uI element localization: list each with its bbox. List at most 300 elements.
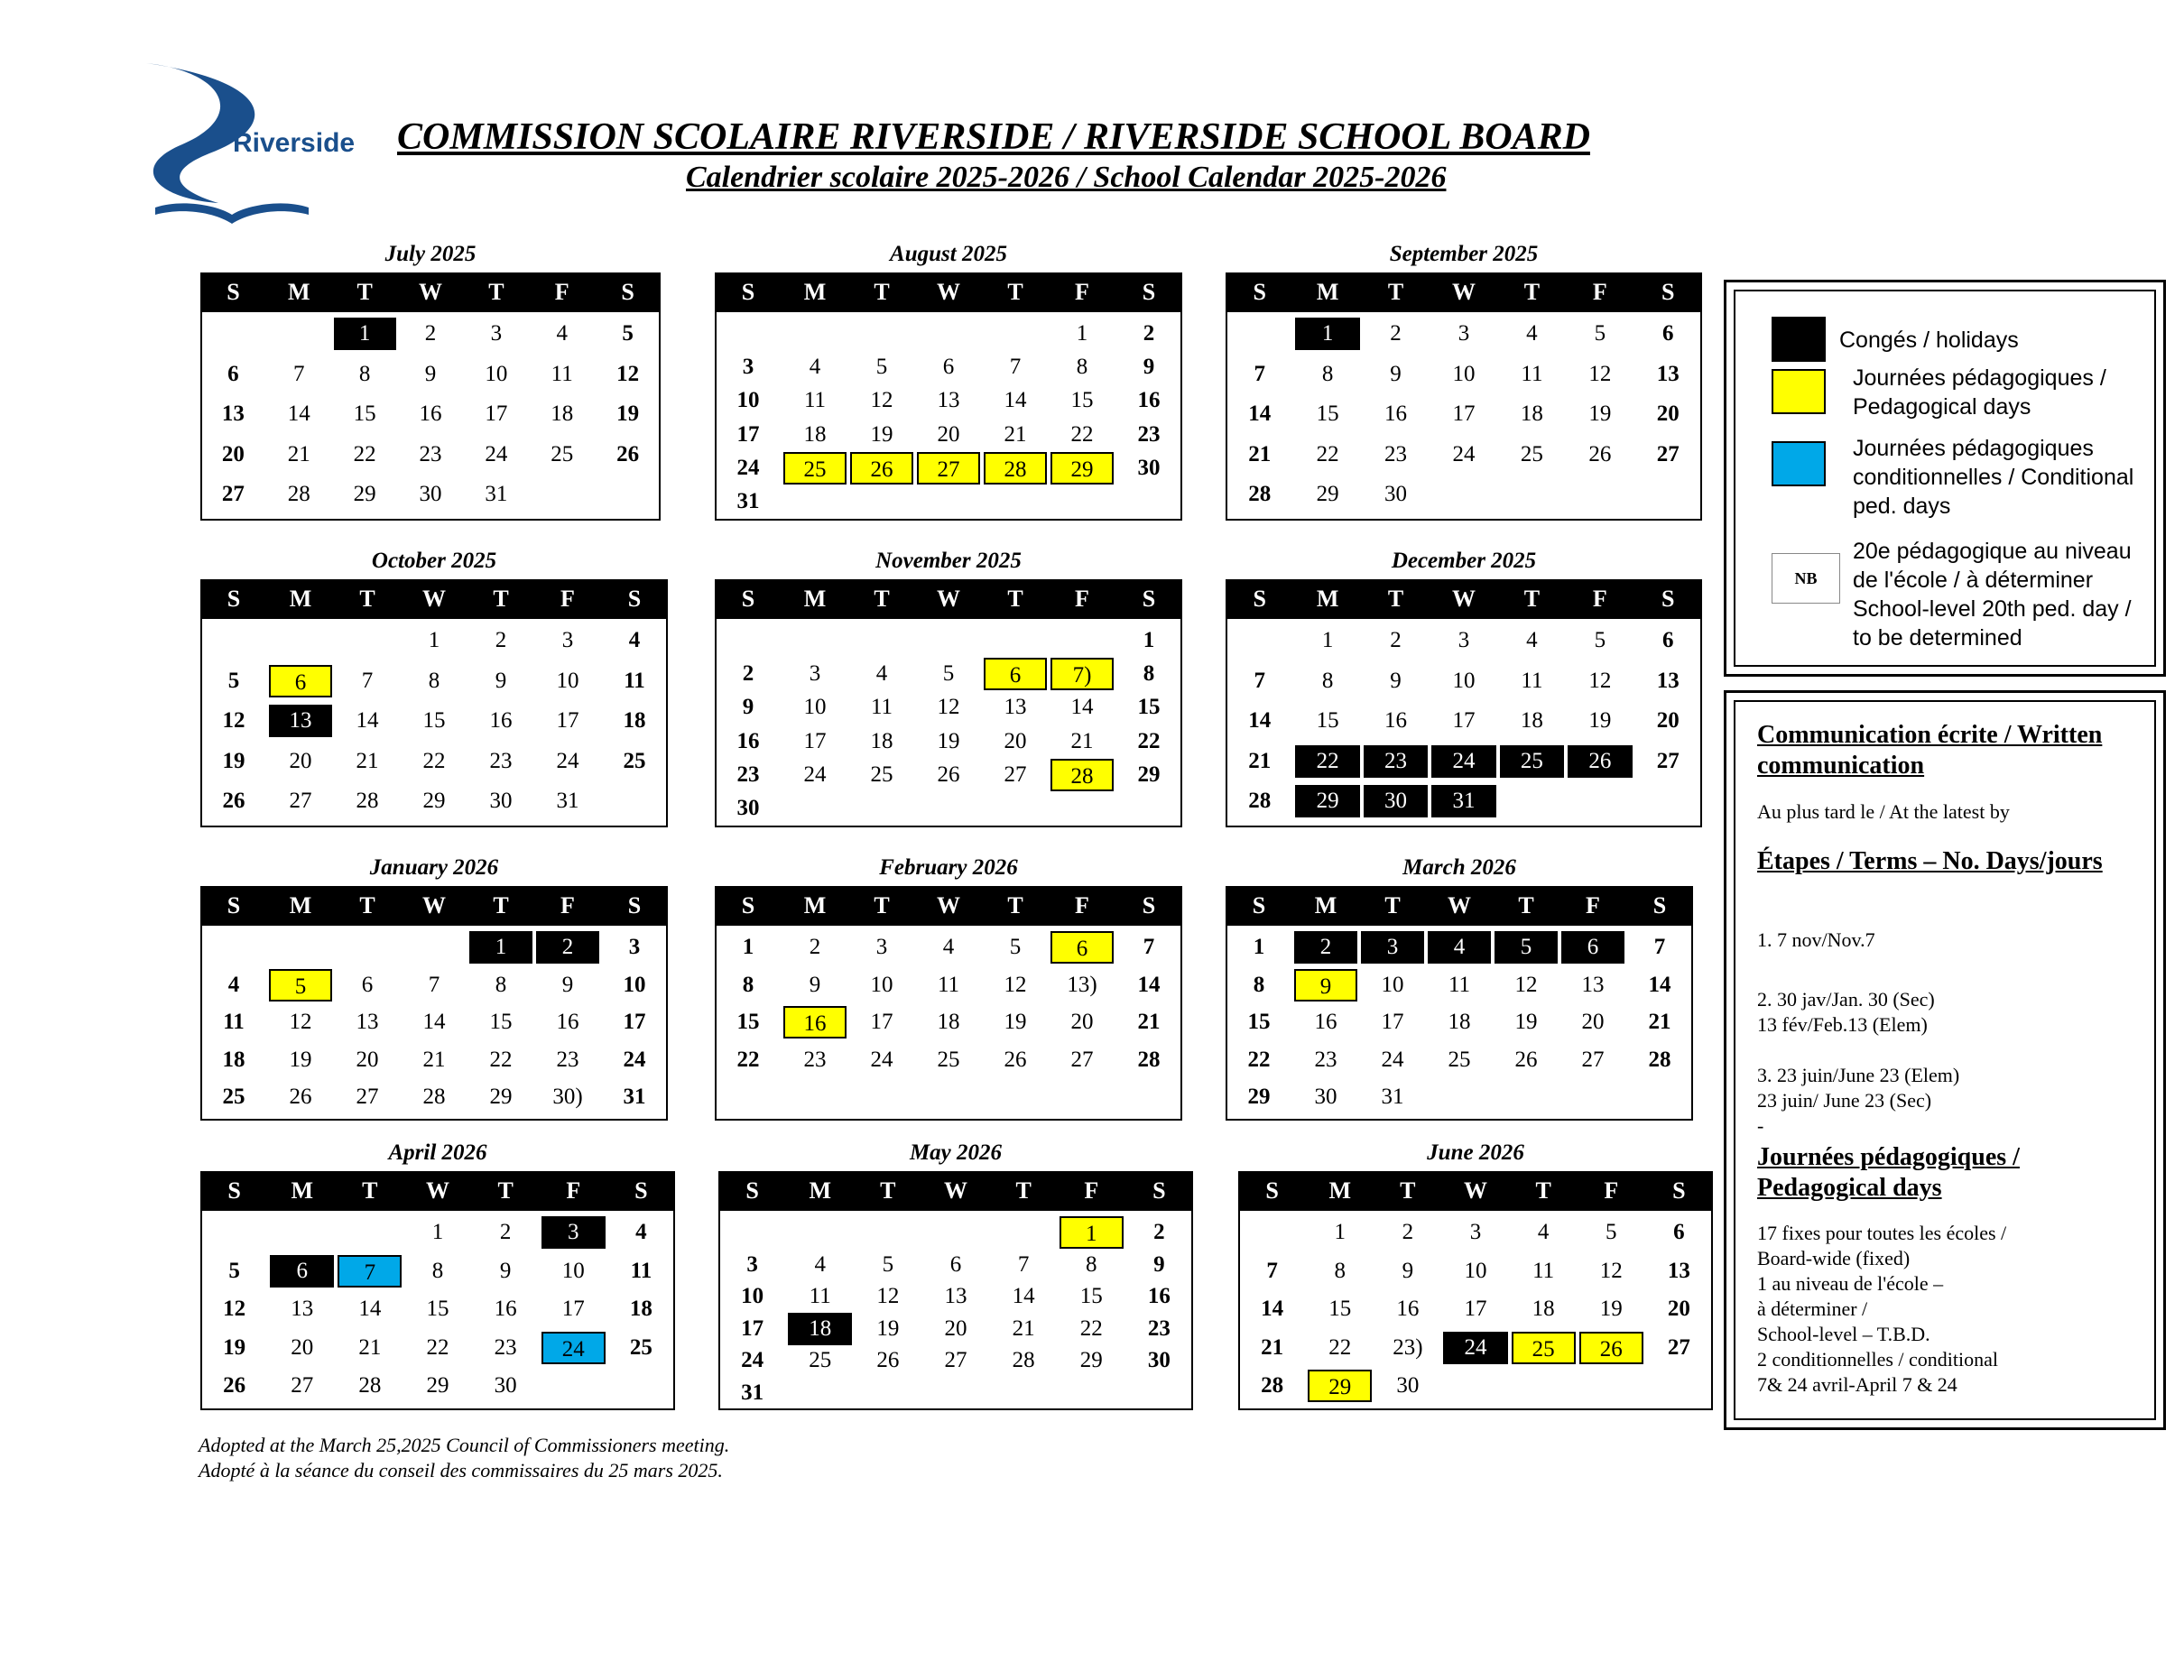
day-cell: 23 bbox=[803, 1047, 827, 1072]
day-cell: 11 bbox=[870, 695, 893, 720]
day-cell: 23 bbox=[489, 748, 513, 773]
day-cell: 27 bbox=[1581, 1047, 1605, 1072]
weekday-label: S bbox=[1672, 1177, 1686, 1204]
day-cell: 16 bbox=[1384, 402, 1408, 427]
month-title: October 2025 bbox=[371, 549, 497, 573]
day-cell: 7) bbox=[1050, 658, 1114, 690]
day-cell: 29 bbox=[353, 482, 376, 507]
day-cell: 7 bbox=[361, 668, 374, 693]
day-cell: 22 bbox=[1070, 421, 1094, 447]
weekday-header bbox=[715, 579, 1182, 619]
day-cell: 4 bbox=[1537, 1220, 1550, 1244]
day-cell: 24 bbox=[1431, 745, 1495, 778]
weekday-label: T bbox=[874, 586, 890, 612]
weekday-label: F bbox=[566, 1177, 581, 1204]
day-cell: 29 bbox=[422, 789, 446, 814]
day-cell: 20 bbox=[291, 1334, 314, 1360]
day-cell: 27 bbox=[289, 789, 312, 814]
weekday-label: W bbox=[937, 586, 960, 612]
day-cell: 6 bbox=[269, 665, 332, 697]
day-cell: 28 bbox=[1012, 1348, 1035, 1372]
communication-heading: Communication écrite / Written communication bbox=[1757, 721, 2103, 780]
weekday-label: M bbox=[1316, 279, 1339, 305]
day-cell: 1 bbox=[1321, 628, 1334, 652]
day-cell: 28 bbox=[1248, 789, 1272, 814]
legend-holidays: Congés / holidays bbox=[1839, 328, 2019, 353]
day-cell: 6 bbox=[1662, 628, 1674, 652]
day-cell: 19 bbox=[937, 728, 960, 753]
day-cell: 25 bbox=[937, 1047, 960, 1072]
day-cell: 1 bbox=[1334, 1220, 1346, 1244]
day-cell: 4 bbox=[628, 628, 641, 652]
day-cell: 13 bbox=[291, 1297, 314, 1322]
day-cell: 21 bbox=[1248, 748, 1272, 773]
day-cell: 1 bbox=[1076, 321, 1088, 346]
day-cell: 12 bbox=[870, 388, 893, 413]
month-january-2026 bbox=[200, 855, 668, 1121]
term-2: 2. 30 jav/Jan. 30 (Sec) 13 fév/Feb.13 (Elem) bbox=[1757, 988, 1935, 1036]
day-cell: 31 bbox=[1431, 785, 1495, 817]
day-cell: 30 bbox=[736, 795, 760, 820]
day-cell: 10 bbox=[1464, 1258, 1487, 1283]
day-cell: 14 bbox=[1261, 1297, 1284, 1322]
month-april-2026 bbox=[200, 1140, 675, 1410]
day-cell: 16 bbox=[494, 1297, 517, 1322]
day-cell: 30 bbox=[489, 789, 513, 814]
day-cell: 14 bbox=[1248, 402, 1272, 427]
day-cell: 14 bbox=[287, 402, 310, 427]
day-cell: 10 bbox=[561, 1258, 585, 1283]
weekday-header bbox=[200, 886, 668, 926]
weekday-label: T bbox=[1523, 586, 1541, 612]
day-cell: 23 bbox=[1364, 745, 1428, 778]
day-cell: 27 bbox=[291, 1373, 314, 1398]
day-cell: 26 bbox=[223, 1373, 246, 1398]
day-cell: 7 bbox=[1143, 935, 1155, 959]
day-cell: 13 bbox=[937, 388, 960, 413]
day-cell: 10 bbox=[1452, 361, 1476, 386]
day-cell: 24 bbox=[485, 441, 508, 466]
day-cell: 10 bbox=[623, 972, 646, 997]
weekday-label: F bbox=[1586, 892, 1600, 918]
weekday-label: F bbox=[1592, 586, 1607, 612]
weekday-label: S bbox=[1253, 279, 1266, 305]
day-cell: 22 bbox=[422, 748, 446, 773]
day-cell: 8 bbox=[742, 972, 754, 997]
day-cell: 19 bbox=[1599, 1297, 1623, 1322]
day-cell: 21 bbox=[358, 1334, 382, 1360]
day-cell: 7 bbox=[1266, 1258, 1278, 1283]
day-cell: 11 bbox=[1521, 668, 1543, 693]
day-cell: 11 bbox=[1448, 972, 1471, 997]
weekday-label: S bbox=[1142, 279, 1156, 305]
day-cell: 17 bbox=[1452, 708, 1476, 734]
day-cell: 18 bbox=[1520, 402, 1543, 427]
day-cell: 15 bbox=[1247, 1010, 1271, 1035]
day-cell: 22 bbox=[1247, 1047, 1271, 1072]
page-title: COMMISSION SCOLAIRE RIVERSIDE / RIVERSIDE SCHOOL BOARD bbox=[397, 116, 1590, 158]
weekday-label: S bbox=[634, 1177, 648, 1204]
day-cell: 9 bbox=[742, 695, 754, 720]
day-cell: 21 bbox=[1004, 421, 1027, 447]
weekday-label: T bbox=[359, 892, 375, 918]
day-cell: 15 bbox=[1079, 1284, 1103, 1308]
day-cell: 5 bbox=[228, 1258, 240, 1283]
day-cell: 6 bbox=[1561, 931, 1624, 964]
day-cell: 3 bbox=[746, 1251, 758, 1277]
day-cell: 4 bbox=[809, 355, 821, 380]
day-cell: 2 bbox=[1294, 931, 1357, 964]
day-cell: 27 bbox=[944, 1348, 967, 1372]
day-cell: 24 bbox=[741, 1348, 764, 1372]
day-cell: 19 bbox=[1588, 402, 1612, 427]
day-cell: 21 bbox=[356, 748, 379, 773]
day-cell: 1 bbox=[742, 935, 754, 959]
day-cell: 2 bbox=[536, 931, 599, 964]
day-cell: 11 bbox=[630, 1258, 652, 1283]
month-title: January 2026 bbox=[369, 855, 499, 880]
day-cell: 21 bbox=[1070, 728, 1094, 753]
day-cell: 10 bbox=[741, 1284, 764, 1308]
day-cell: 22 bbox=[1079, 1315, 1103, 1341]
day-cell: 12 bbox=[876, 1284, 900, 1308]
day-cell: 7 bbox=[1254, 668, 1265, 693]
day-cell: 2 bbox=[424, 321, 437, 346]
day-cell: 1 bbox=[1143, 628, 1155, 652]
day-cell: 5 bbox=[1495, 931, 1558, 964]
legend-nb: 20e pédagogique au niveau de l'école / à déterminer School-level 20th ped. day / to be determined bbox=[1853, 539, 2132, 651]
weekday-label: W bbox=[419, 279, 442, 305]
day-cell: 24 bbox=[541, 1332, 606, 1364]
day-cell: 16 bbox=[419, 402, 442, 427]
day-cell: 30 bbox=[1147, 1348, 1171, 1372]
day-cell: 31 bbox=[485, 482, 508, 507]
day-cell: 27 bbox=[917, 452, 980, 485]
month-february-2026 bbox=[715, 855, 1182, 1121]
weekday-label: F bbox=[560, 892, 575, 918]
day-cell: 15 bbox=[736, 1010, 760, 1035]
weekday-label: F bbox=[1084, 1177, 1099, 1204]
day-cell: 8 bbox=[1321, 668, 1334, 693]
nb-badge: NB bbox=[1772, 553, 1840, 604]
day-cell: 9 bbox=[499, 1258, 512, 1283]
day-cell: 18 bbox=[623, 708, 646, 734]
month-july-2025 bbox=[200, 242, 661, 521]
day-cell: 22 bbox=[1137, 728, 1161, 753]
weekday-header bbox=[1226, 272, 1702, 312]
day-cell: 28 bbox=[358, 1373, 382, 1398]
day-cell: 20 bbox=[1656, 402, 1680, 427]
day-cell: 14 bbox=[358, 1297, 382, 1322]
weekday-label: M bbox=[1328, 1177, 1351, 1204]
weekday-label: T bbox=[493, 586, 509, 612]
day-cell: 9 bbox=[1153, 1251, 1165, 1277]
day-cell: 6 bbox=[1050, 931, 1114, 964]
day-cell: 13 bbox=[1656, 668, 1680, 693]
weekday-header bbox=[1238, 1171, 1713, 1211]
weekday-label: M bbox=[809, 1177, 831, 1204]
day-cell: 2 bbox=[1143, 321, 1155, 346]
day-cell: 26 bbox=[1579, 1332, 1643, 1364]
day-cell: 14 bbox=[422, 1010, 446, 1035]
day-cell: 11 bbox=[809, 1284, 831, 1308]
weekday-label: M bbox=[803, 279, 827, 305]
month-title: February 2026 bbox=[879, 855, 1018, 880]
day-cell: 27 bbox=[1656, 748, 1680, 773]
day-cell: 15 bbox=[1316, 402, 1339, 427]
conditional-swatch bbox=[1772, 441, 1826, 486]
day-cell: 9 bbox=[561, 972, 574, 997]
weekday-label: F bbox=[1604, 1177, 1619, 1204]
day-cell: 5 bbox=[622, 321, 634, 346]
day-cell: 18 bbox=[937, 1010, 960, 1035]
day-cell: 7 bbox=[1254, 361, 1265, 386]
weekday-label: W bbox=[422, 586, 446, 612]
day-cell: 5 bbox=[875, 355, 888, 380]
weekday-label: T bbox=[359, 586, 375, 612]
weekday-label: S bbox=[741, 586, 755, 612]
day-cell: 2 bbox=[742, 661, 754, 687]
adoption-note-en: Adopted at the March 25,2025 Council of Commissioners meeting. bbox=[199, 1434, 730, 1456]
day-cell: 18 bbox=[1520, 708, 1543, 734]
day-cell: 20 bbox=[944, 1315, 967, 1341]
day-cell: 3 bbox=[541, 1216, 606, 1249]
weekday-label: T bbox=[874, 892, 890, 918]
day-cell: 23) bbox=[1393, 1334, 1423, 1360]
day-cell: 14 bbox=[1137, 972, 1161, 997]
weekday-label: F bbox=[554, 279, 569, 305]
day-cell: 25 bbox=[783, 452, 847, 485]
day-cell: 31 bbox=[736, 488, 760, 513]
day-cell: 7 bbox=[428, 972, 440, 997]
day-cell: 12 bbox=[1588, 361, 1612, 386]
weekday-label: M bbox=[803, 892, 827, 918]
weekday-label: F bbox=[1075, 892, 1089, 918]
day-cell: 4 bbox=[875, 661, 888, 687]
weekday-label: T bbox=[1518, 892, 1534, 918]
day-cell: 27 bbox=[1667, 1334, 1690, 1360]
day-cell: 25 bbox=[870, 762, 893, 787]
weekday-label: W bbox=[943, 1177, 967, 1204]
weekday-label: T bbox=[362, 1177, 378, 1204]
day-cell: 9 bbox=[1143, 355, 1155, 380]
day-cell: 25 bbox=[629, 1334, 652, 1360]
day-cell: 22 bbox=[353, 441, 376, 466]
terms-heading: Étapes / Terms – No. Days/jours bbox=[1757, 847, 2103, 875]
day-cell: 25 bbox=[1520, 441, 1543, 466]
day-cell: 3 bbox=[742, 355, 754, 380]
day-cell: 18 bbox=[629, 1297, 652, 1322]
month-title: March 2026 bbox=[1402, 855, 1516, 880]
day-cell: 24 bbox=[1443, 1332, 1507, 1364]
weekday-label: W bbox=[937, 279, 960, 305]
day-cell: 13 bbox=[1656, 361, 1680, 386]
day-cell: 3 bbox=[1458, 628, 1470, 652]
day-cell: 13 bbox=[269, 705, 332, 737]
day-cell: 29 bbox=[1050, 452, 1114, 485]
day-cell: 6 bbox=[984, 658, 1047, 690]
weekday-label: S bbox=[1142, 586, 1156, 612]
day-cell: 22 bbox=[1316, 441, 1339, 466]
day-cell: 25 bbox=[1500, 745, 1564, 778]
day-cell: 26 bbox=[289, 1085, 312, 1110]
day-cell: 26 bbox=[1514, 1047, 1538, 1072]
day-cell: 2 bbox=[1402, 1220, 1414, 1244]
day-cell: 21 bbox=[422, 1047, 446, 1072]
day-cell: 3 bbox=[809, 661, 821, 687]
day-cell: 2 bbox=[809, 935, 821, 959]
day-cell: 5 bbox=[227, 668, 240, 693]
day-cell: 30 bbox=[419, 482, 442, 507]
day-cell: 29 bbox=[1316, 482, 1339, 507]
day-cell: 17 bbox=[741, 1315, 764, 1341]
day-cell: 26 bbox=[1568, 745, 1632, 778]
weekday-header bbox=[1226, 886, 1693, 926]
month-title: November 2025 bbox=[875, 549, 1022, 573]
day-cell: 31 bbox=[741, 1380, 764, 1405]
day-cell: 5 bbox=[269, 969, 332, 1002]
day-cell: 25 bbox=[1448, 1047, 1471, 1072]
weekday-label: T bbox=[488, 279, 504, 305]
day-cell: 17 bbox=[556, 708, 579, 734]
month-title: April 2026 bbox=[388, 1140, 487, 1165]
day-cell: 23 bbox=[736, 762, 760, 787]
weekday-label: W bbox=[937, 892, 960, 918]
day-cell: 8 bbox=[428, 668, 440, 693]
day-cell: 6 bbox=[270, 1255, 334, 1288]
day-cell: 28 bbox=[1261, 1373, 1284, 1398]
day-cell: 3 bbox=[561, 628, 574, 652]
weekday-label: M bbox=[803, 586, 827, 612]
day-cell: 4 bbox=[227, 972, 240, 997]
weekday-label: S bbox=[227, 586, 241, 612]
day-cell: 10 bbox=[736, 388, 760, 413]
day-cell: 22 bbox=[489, 1047, 513, 1072]
day-cell: 23 bbox=[419, 441, 442, 466]
weekday-label: T bbox=[1387, 586, 1404, 612]
adoption-note-fr: Adopté à la séance du conseil des commissaires du 25 mars 2025. bbox=[199, 1459, 723, 1482]
day-cell: 6 bbox=[227, 361, 239, 386]
day-cell: 29 bbox=[1079, 1348, 1103, 1372]
day-cell: 26 bbox=[937, 762, 960, 787]
weekday-label: T bbox=[1387, 279, 1404, 305]
day-cell: 20 bbox=[1070, 1010, 1094, 1035]
day-cell: 5 bbox=[1594, 321, 1606, 346]
day-cell: 10 bbox=[803, 695, 827, 720]
legend-pedagogical: Journées pédagogiques / Pedagogical days bbox=[1853, 365, 2106, 420]
day-cell: 4 bbox=[1526, 321, 1538, 346]
day-cell: 1 bbox=[1295, 318, 1359, 350]
day-cell: 8 bbox=[358, 361, 371, 386]
day-cell: 6 bbox=[1662, 321, 1674, 346]
day-cell: 14 bbox=[1012, 1284, 1035, 1308]
day-cell: 11 bbox=[1521, 361, 1543, 386]
day-cell: 12 bbox=[1514, 972, 1538, 997]
day-cell: 13 bbox=[221, 402, 245, 427]
day-cell: 24 bbox=[803, 762, 827, 787]
day-cell: 19 bbox=[223, 1334, 246, 1360]
day-cell: 8 bbox=[431, 1258, 444, 1283]
day-cell: 15 bbox=[1328, 1297, 1352, 1322]
day-cell: 14 bbox=[1070, 695, 1094, 720]
day-cell: 13) bbox=[1067, 972, 1097, 997]
day-cell: 17 bbox=[870, 1010, 893, 1035]
weekday-label: S bbox=[745, 1177, 759, 1204]
day-cell: 1 bbox=[428, 628, 440, 652]
weekday-label: W bbox=[1451, 586, 1476, 612]
day-cell: 15 bbox=[426, 1297, 449, 1322]
day-cell: 1 bbox=[469, 931, 532, 964]
weekday-label: S bbox=[1661, 279, 1675, 305]
weekday-label: S bbox=[227, 1177, 241, 1204]
month-title: July 2025 bbox=[384, 242, 477, 266]
day-cell: 5 bbox=[1606, 1220, 1617, 1244]
weekday-label: M bbox=[1314, 892, 1337, 918]
weekday-label: S bbox=[1252, 892, 1266, 918]
day-cell: 13 bbox=[1581, 972, 1605, 997]
day-cell: 14 bbox=[1648, 972, 1671, 997]
day-cell: 11 bbox=[1532, 1258, 1555, 1283]
day-cell: 20 bbox=[937, 421, 960, 447]
day-cell: 12 bbox=[223, 1297, 246, 1322]
day-cell: 16 bbox=[1396, 1297, 1420, 1322]
day-cell: 30 bbox=[1364, 785, 1428, 817]
weekday-label: T bbox=[880, 1177, 896, 1204]
day-cell: 19 bbox=[1004, 1010, 1027, 1035]
weekday-label: T bbox=[1400, 1177, 1416, 1204]
day-cell: 20 bbox=[1581, 1010, 1605, 1035]
day-cell: 16 bbox=[1314, 1010, 1337, 1035]
day-cell: 12 bbox=[1004, 972, 1027, 997]
weekday-label: T bbox=[356, 279, 373, 305]
day-cell: 14 bbox=[356, 708, 379, 734]
day-cell: 29 bbox=[1295, 785, 1359, 817]
weekday-header bbox=[1226, 579, 1702, 619]
weekday-label: S bbox=[1265, 1177, 1279, 1204]
day-cell: 26 bbox=[1588, 441, 1612, 466]
day-cell: 20 bbox=[1004, 728, 1027, 753]
day-cell: 27 bbox=[221, 482, 245, 507]
day-cell: 12 bbox=[616, 361, 640, 386]
day-cell: 7 bbox=[1653, 935, 1666, 959]
term-3: 3. 23 juin/June 23 (Elem) 23 juin/ June 23 (Sec) - bbox=[1757, 1064, 1960, 1137]
day-cell: 13 bbox=[1667, 1258, 1690, 1283]
day-cell: 17 bbox=[485, 402, 508, 427]
day-cell: 8 bbox=[1334, 1258, 1346, 1283]
weekday-label: S bbox=[227, 279, 240, 305]
weekday-header bbox=[715, 272, 1182, 312]
day-cell: 8 bbox=[1321, 361, 1334, 386]
day-cell: 19 bbox=[616, 402, 640, 427]
weekday-label: W bbox=[422, 892, 446, 918]
month-title: June 2026 bbox=[1427, 1140, 1524, 1165]
day-cell: 2 bbox=[1153, 1220, 1165, 1244]
day-cell: 15 bbox=[489, 1010, 513, 1035]
weekday-label: T bbox=[1523, 279, 1541, 305]
weekday-label: W bbox=[1463, 1177, 1487, 1204]
day-cell: 4 bbox=[942, 935, 955, 959]
day-cell: 3 bbox=[875, 935, 888, 959]
day-cell: 5 bbox=[882, 1251, 894, 1277]
weekday-header bbox=[200, 579, 668, 619]
day-cell: 13 bbox=[1004, 695, 1027, 720]
day-cell: 9 bbox=[424, 361, 437, 386]
day-cell: 15 bbox=[422, 708, 446, 734]
day-cell: 21 bbox=[287, 441, 310, 466]
weekday-label: F bbox=[1592, 279, 1607, 305]
weekday-label: T bbox=[1007, 892, 1023, 918]
day-cell: 17 bbox=[736, 421, 760, 447]
